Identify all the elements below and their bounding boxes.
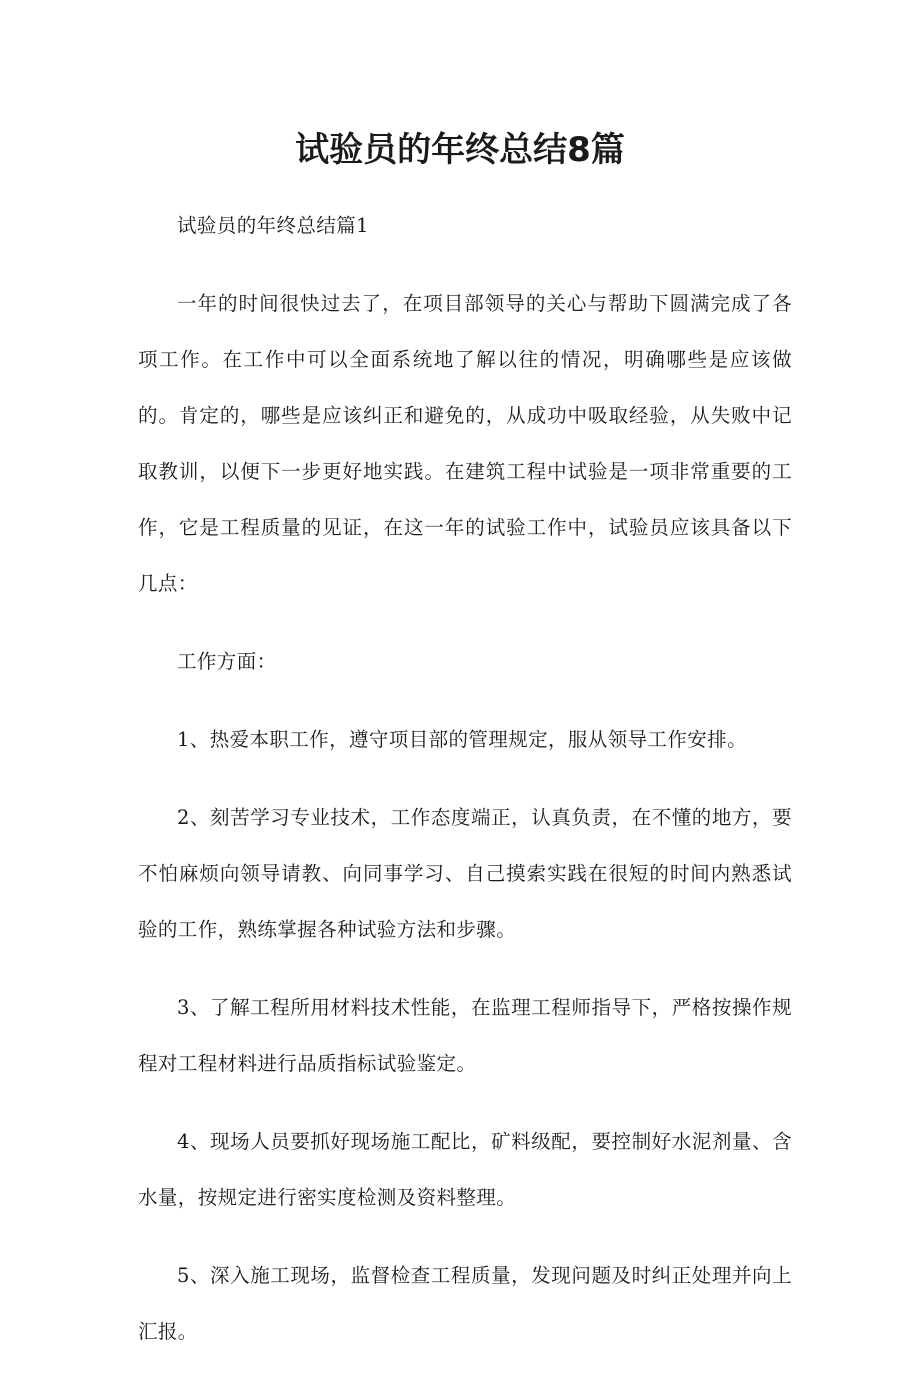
paragraph-item-5: 5、深入施工现场，监督检查工程质量，发现问题及时纠正处理并向上汇报。	[138, 1264, 792, 1343]
paragraph-item-3: 3、了解工程所用材料技术性能，在监理工程师指导下，严格按操作规程对工程材料进行品质指标试验鉴定。	[138, 996, 792, 1075]
paragraph-item-2: 2、刻苦学习专业技术，工作态度端正，认真负责，在不懂的地方，要不怕麻烦向领导请教、向同事学习、自己摸索实践在很短的时间内熟悉试验的工作，熟练掌握各种试验方法和步骤。	[138, 806, 792, 941]
section-heading: 试验员的年终总结篇1	[177, 214, 369, 237]
paragraph-work-aspect: 工作方面：	[177, 650, 277, 673]
paragraph-item-1: 1、热爱本职工作，遵守项目部的管理规定，服从领导工作安排。	[177, 728, 748, 751]
paragraph-intro: 一年的时间很快过去了，在项目部领导的关心与帮助下圆满完成了各项工作。在工作中可以全面系统地了解以往的情况，明确哪些是应该做的。肯定的，哪些是应该纠正和避免的，从成功中吸取经验，从失败中记取教训，以便下一步更好地实践。在建筑工程中试验是一项非常重要的工作，它是工程质量的见证，在这一年的试验工作中，试验员应该具备以下几点：	[138, 292, 792, 595]
paragraph-item-4: 4、现场人员要抓好现场施工配比，矿料级配，要控制好水泥剂量、含水量，按规定进行密实度检测及资料整理。	[138, 1130, 792, 1209]
document-title: 试验员的年终总结8篇	[295, 130, 625, 170]
document-body	[138, 198, 792, 1382]
